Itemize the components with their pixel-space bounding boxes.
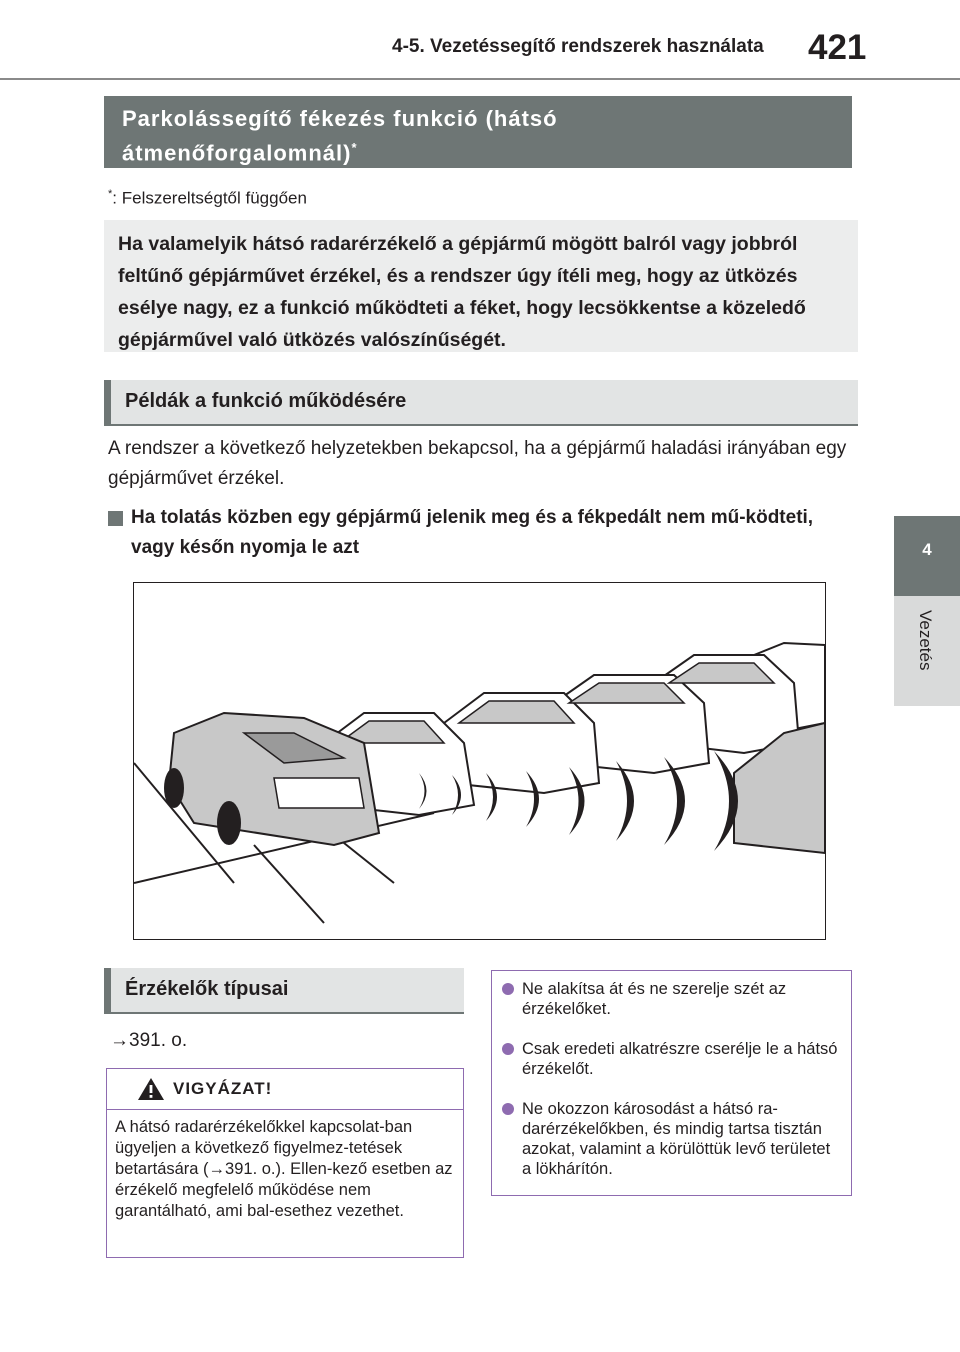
warning-header (107, 1069, 463, 1110)
round-bullet-icon (502, 1043, 514, 1055)
section-examples (104, 380, 858, 426)
title-bar (104, 96, 852, 168)
lead-box (104, 220, 858, 352)
notes-box (491, 970, 852, 1196)
parking-scene-image (134, 583, 825, 939)
round-bullet-icon (502, 983, 514, 995)
section-sensors (104, 968, 464, 1014)
example-case-heading: Ha tolatás közben egy gépjármű jelenik meg és a fékpedált nem mű-ködteti, vagy későn nyomja le azt (131, 507, 814, 558)
header-rule (0, 78, 960, 80)
warning-body: A hátsó radarérzékelőkkel kapcsolat-ban ügyeljen a következő figyelmez-tetések betartására (→391. o.). Ellen-kező esetben az érzékelő megfelelő működése nem garantálható, ami bal-esethez vezethet. (115, 1118, 453, 1220)
page-title: Parkolássegítő fékezés funkció (hátsó átmenőforgalomnál)* (122, 106, 558, 166)
section-sensors-heading: Érzékelők típusai (125, 978, 289, 1000)
warning-box (106, 1068, 464, 1258)
running-header: 4-5. Vezetéssegítő rendszerek használata (392, 36, 764, 57)
note-item: Ne alakítsa át és ne szerelje szét az érzékelőket. (502, 979, 842, 1019)
page-number: 421 (808, 28, 867, 67)
footnote: *: Felszereltségtől függően (108, 188, 307, 208)
chapter-label: Vezetés (916, 610, 935, 671)
title-footnote-mark: * (351, 140, 358, 155)
warning-title: VIGYÁZAT! (173, 1079, 273, 1098)
note-item: Csak eredeti alkatrészre cserélje le a hátsó érzékelőt. (502, 1039, 842, 1079)
chapter-number: 4 (922, 540, 932, 559)
note-item: Ne okozzon károsodást a hátsó ra-darérzékelőkben, és mindig tartsa tisztán azokat, valamint a körülöttük levő területet a lökhárítón. (502, 1099, 842, 1179)
section-examples-heading: Példák a funkció működésére (125, 390, 407, 412)
lead-text: Ha valamelyik hátsó radarérzékelő a gépjármű mögött balról vagy jobbról feltűnő gépjárművet érzékel, és a rendszer úgy ítéli meg, hogy az ütközés esélye nagy, ez a funkció működteti a féket, hogy lecsökkentse a közeledő gépjárművel való ütközés valószínűségét. (118, 233, 806, 351)
page-reference: →391. o. (110, 1030, 188, 1051)
warning-triangle-icon (137, 1077, 165, 1101)
examples-intro: A rendszer a következő helyzetekben bekapcsol, ha a gépjármű haladási irányában egy gépjárművet érzékel. (108, 438, 847, 489)
round-bullet-icon (502, 1103, 514, 1115)
square-bullet-icon (108, 511, 123, 526)
parking-illustration (133, 582, 826, 940)
